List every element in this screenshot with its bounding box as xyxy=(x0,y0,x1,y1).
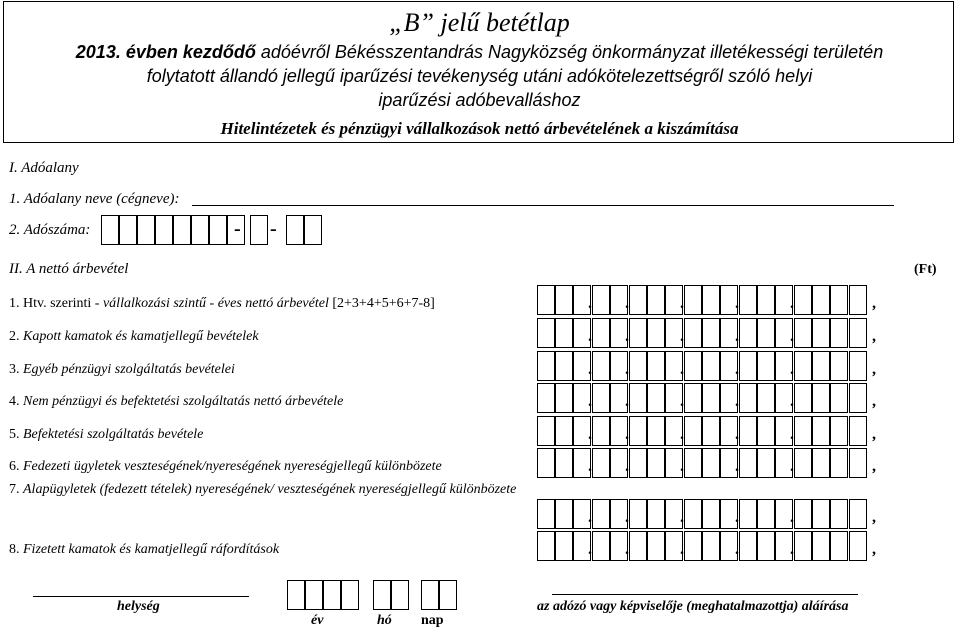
amount-digit-box[interactable] xyxy=(684,448,702,478)
thousands-separator: . xyxy=(625,426,629,443)
amount-digit-box[interactable] xyxy=(757,318,775,348)
thousands-separator: . xyxy=(735,361,739,378)
amount-digit-box[interactable] xyxy=(684,416,702,446)
thousands-separator: . xyxy=(625,328,629,345)
amount-digit-box[interactable] xyxy=(830,285,848,315)
tax-number-digit-box[interactable] xyxy=(155,215,173,245)
amount-digit-box[interactable] xyxy=(592,351,610,381)
amount-digit-box[interactable] xyxy=(684,499,702,529)
amount-digit-box[interactable] xyxy=(629,383,647,413)
amount-digit-box[interactable] xyxy=(702,531,720,561)
taxpayer-name-label: 1. Adóalany neve (cégneve): xyxy=(9,191,180,207)
amount-digit-box[interactable] xyxy=(812,531,830,561)
amount-digit-box[interactable] xyxy=(739,318,757,348)
amount-digit-box[interactable] xyxy=(537,416,555,446)
amount-digit-box[interactable] xyxy=(537,531,555,561)
year-emphasis: 2013. évben kezdődő xyxy=(75,42,256,62)
header-line-3: iparűzési adóbevalláshoz xyxy=(378,90,581,110)
thousands-separator: . xyxy=(588,328,592,345)
amount-digit-box[interactable] xyxy=(537,499,555,529)
amount-digit-box[interactable] xyxy=(555,499,573,529)
amount-digit-box[interactable] xyxy=(592,531,610,561)
signature-label: az adózó vagy képviselője (meghatalmazottja) aláírása xyxy=(537,599,849,614)
amount-digit-box[interactable] xyxy=(555,383,573,413)
thousands-separator: . xyxy=(680,509,684,526)
amount-digit-box[interactable] xyxy=(592,285,610,315)
day-digit-box[interactable] xyxy=(421,580,439,610)
year-digit-box[interactable] xyxy=(341,580,359,610)
thousands-separator: . xyxy=(790,541,794,558)
amount-digit-box[interactable] xyxy=(757,448,775,478)
row-text: Nem pénzügyi és befektetési szolgáltatás nettó árbevétele xyxy=(23,394,344,409)
amount-digit-box[interactable] xyxy=(629,531,647,561)
amount-digit-box[interactable] xyxy=(702,416,720,446)
amount-digit-box[interactable] xyxy=(647,318,665,348)
row-formula: [2+3+4+5+6+7-8] xyxy=(328,296,435,311)
amount-digit-box[interactable] xyxy=(849,318,867,348)
tax-number-label: 2. Adószáma: xyxy=(9,222,91,238)
row-text: Kapott kamatok és kamatjellegű bevételek xyxy=(23,329,259,344)
revenue-row-label xyxy=(9,459,442,475)
amount-digit-box[interactable] xyxy=(757,499,775,529)
header-box xyxy=(3,1,954,143)
row-text: Befektetési szolgáltatás bevétele xyxy=(23,427,204,442)
header-line-1 xyxy=(4,42,955,63)
thousands-separator: . xyxy=(625,541,629,558)
amount-digit-box[interactable] xyxy=(684,531,702,561)
place-line xyxy=(33,596,249,597)
thousands-separator: . xyxy=(625,458,629,475)
amount-digit-box[interactable] xyxy=(849,351,867,381)
row-text: vállalkozási szintű - éves nettó árbevétel xyxy=(102,296,329,311)
amount-digit-box[interactable] xyxy=(794,285,812,315)
tax-number-digit-box[interactable] xyxy=(173,215,191,245)
thousands-separator: . xyxy=(588,458,592,475)
thousands-separator: . xyxy=(790,361,794,378)
row-text: Egyéb pénzügyi szolgáltatás bevételei xyxy=(23,362,235,377)
year-digit-box[interactable] xyxy=(287,580,305,610)
row-text: Fedezeti ügyletek veszteségének/nyereségének nyereségjellegű különbözete xyxy=(23,459,442,474)
amount-digit-box[interactable] xyxy=(830,416,848,446)
amount-digit-box[interactable] xyxy=(537,383,555,413)
section-1-heading: I. Adóalany xyxy=(9,160,79,176)
row-number: 5. xyxy=(9,427,23,442)
thousands-separator: . xyxy=(588,295,592,312)
amount-digit-box[interactable] xyxy=(647,351,665,381)
amount-digit-box[interactable] xyxy=(794,416,812,446)
row-number: 8. xyxy=(9,542,23,557)
amount-digit-box[interactable] xyxy=(647,285,665,315)
amount-digit-box[interactable] xyxy=(757,351,775,381)
amount-digit-box[interactable] xyxy=(794,531,812,561)
row-number: 4. xyxy=(9,394,23,409)
thousands-separator: . xyxy=(790,393,794,410)
amount-digit-box[interactable] xyxy=(684,285,702,315)
amount-digit-box[interactable] xyxy=(849,499,867,529)
thousands-separator: . xyxy=(735,393,739,410)
amount-digit-box[interactable] xyxy=(647,416,665,446)
amount-digit-box[interactable] xyxy=(794,499,812,529)
thousands-separator: . xyxy=(680,393,684,410)
amount-digit-box[interactable] xyxy=(629,499,647,529)
taxpayer-name-field[interactable] xyxy=(192,205,894,206)
amount-digit-box[interactable] xyxy=(702,351,720,381)
amount-digit-box[interactable] xyxy=(555,416,573,446)
amount-digit-box[interactable] xyxy=(849,416,867,446)
amount-digit-box[interactable] xyxy=(830,531,848,561)
amount-digit-box[interactable] xyxy=(757,383,775,413)
decimal-comma: , xyxy=(872,295,876,312)
amount-digit-box[interactable] xyxy=(739,531,757,561)
amount-digit-box[interactable] xyxy=(555,318,573,348)
row-number: 3. xyxy=(9,362,23,377)
row-number: 2. xyxy=(9,329,23,344)
amount-digit-box[interactable] xyxy=(757,531,775,561)
amount-digit-box[interactable] xyxy=(629,448,647,478)
signature-line xyxy=(552,594,858,595)
amount-digit-box[interactable] xyxy=(702,499,720,529)
decimal-comma: , xyxy=(872,426,876,443)
revenue-row-label xyxy=(9,542,279,558)
year-label: év xyxy=(311,613,324,628)
amount-digit-box[interactable] xyxy=(739,383,757,413)
section-2-heading: II. A nettó árbevétel xyxy=(9,261,129,277)
amount-digit-box[interactable] xyxy=(684,351,702,381)
amount-digit-box[interactable] xyxy=(702,318,720,348)
amount-digit-box[interactable] xyxy=(757,416,775,446)
thousands-separator: . xyxy=(735,509,739,526)
thousands-separator: . xyxy=(735,458,739,475)
revenue-row-label xyxy=(9,362,235,378)
row-number: 1. Htv. szerinti - xyxy=(9,296,103,311)
tax-number-dash-2: - xyxy=(270,218,277,240)
amount-digit-box[interactable] xyxy=(629,285,647,315)
thousands-separator: . xyxy=(680,361,684,378)
amount-digit-box[interactable] xyxy=(555,448,573,478)
amount-digit-box[interactable] xyxy=(849,531,867,561)
amount-digit-box[interactable] xyxy=(812,499,830,529)
thousands-separator: . xyxy=(625,509,629,526)
thousands-separator: . xyxy=(790,295,794,312)
amount-digit-box[interactable] xyxy=(702,383,720,413)
amount-digit-box[interactable] xyxy=(830,383,848,413)
amount-digit-box[interactable] xyxy=(647,531,665,561)
amount-digit-box[interactable] xyxy=(647,448,665,478)
tax-number-digit-box[interactable] xyxy=(101,215,119,245)
amount-digit-box[interactable] xyxy=(647,383,665,413)
thousands-separator: . xyxy=(625,295,629,312)
row-number: 7. xyxy=(9,482,23,497)
amount-digit-box[interactable] xyxy=(537,351,555,381)
tax-number-digit-box[interactable] xyxy=(304,215,322,245)
amount-digit-box[interactable] xyxy=(812,351,830,381)
amount-digit-box[interactable] xyxy=(812,383,830,413)
amount-digit-box[interactable] xyxy=(702,448,720,478)
revenue-row-label xyxy=(9,329,259,345)
amount-digit-box[interactable] xyxy=(537,285,555,315)
amount-digit-box[interactable] xyxy=(684,318,702,348)
amount-digit-box[interactable] xyxy=(555,285,573,315)
row-text: Alapügyletek (fedezett tételek) nyereségének/ veszteségének nyereségjellegű különbözete xyxy=(23,482,517,497)
amount-digit-box[interactable] xyxy=(812,448,830,478)
revenue-row-label xyxy=(9,296,435,312)
tax-number-digit-box[interactable] xyxy=(209,215,227,245)
thousands-separator: . xyxy=(790,509,794,526)
thousands-separator: . xyxy=(735,541,739,558)
amount-digit-box[interactable] xyxy=(702,285,720,315)
month-digit-box[interactable] xyxy=(391,580,409,610)
thousands-separator: . xyxy=(588,426,592,443)
decimal-comma: , xyxy=(872,541,876,558)
thousands-separator: . xyxy=(680,426,684,443)
thousands-separator: . xyxy=(680,458,684,475)
form-subtitle: Hitelintézetek és pénzügyi vállalkozások nettó árbevételének a kiszámítása xyxy=(220,119,739,138)
tax-number-digit-box[interactable] xyxy=(119,215,137,245)
amount-digit-box[interactable] xyxy=(537,318,555,348)
currency-unit: (Ft) xyxy=(914,262,937,277)
thousands-separator: . xyxy=(790,328,794,345)
amount-digit-box[interactable] xyxy=(849,448,867,478)
amount-digit-box[interactable] xyxy=(849,285,867,315)
amount-digit-box[interactable] xyxy=(537,448,555,478)
thousands-separator: . xyxy=(588,361,592,378)
thousands-separator: . xyxy=(790,426,794,443)
place-label: helység xyxy=(117,599,160,614)
revenue-row-label xyxy=(9,482,516,498)
decimal-comma: , xyxy=(872,328,876,345)
tax-number-digit-box[interactable] xyxy=(250,215,268,245)
amount-digit-box[interactable] xyxy=(794,383,812,413)
decimal-comma: , xyxy=(872,458,876,475)
amount-digit-box[interactable] xyxy=(739,499,757,529)
thousands-separator: . xyxy=(680,295,684,312)
amount-digit-box[interactable] xyxy=(592,318,610,348)
amount-digit-box[interactable] xyxy=(555,351,573,381)
year-digit-box[interactable] xyxy=(305,580,323,610)
amount-digit-box[interactable] xyxy=(757,285,775,315)
amount-digit-box[interactable] xyxy=(629,318,647,348)
header-line-1-rest: adóévről Békésszentandrás Nagyközség önkormányzat illetékességi területén xyxy=(255,42,884,62)
amount-digit-box[interactable] xyxy=(647,499,665,529)
tax-number-dash-1: - xyxy=(234,218,241,240)
month-label: hó xyxy=(377,613,392,628)
amount-digit-box[interactable] xyxy=(592,499,610,529)
amount-digit-box[interactable] xyxy=(739,351,757,381)
tax-number-digit-box[interactable] xyxy=(286,215,304,245)
thousands-separator: . xyxy=(625,361,629,378)
amount-digit-box[interactable] xyxy=(592,448,610,478)
amount-digit-box[interactable] xyxy=(830,351,848,381)
amount-digit-box[interactable] xyxy=(794,448,812,478)
form-title: „B” jelű betétlap xyxy=(389,8,570,37)
day-digit-box[interactable] xyxy=(439,580,457,610)
row-text: Fizetett kamatok és kamatjellegű ráfordítások xyxy=(23,542,280,557)
amount-digit-box[interactable] xyxy=(592,383,610,413)
amount-digit-box[interactable] xyxy=(849,383,867,413)
tax-number-digit-box[interactable] xyxy=(137,215,155,245)
header-line-2: folytatott állandó jellegű iparűzési tevékenység utáni adókötelezettségről szóló helyi xyxy=(146,66,813,86)
amount-digit-box[interactable] xyxy=(592,416,610,446)
amount-digit-box[interactable] xyxy=(629,351,647,381)
month-digit-box[interactable] xyxy=(373,580,391,610)
amount-digit-box[interactable] xyxy=(629,416,647,446)
amount-digit-box[interactable] xyxy=(812,416,830,446)
row-number: 6. xyxy=(9,459,23,474)
amount-digit-box[interactable] xyxy=(794,318,812,348)
amount-digit-box[interactable] xyxy=(830,499,848,529)
decimal-comma: , xyxy=(872,393,876,410)
day-label: nap xyxy=(421,613,444,628)
amount-digit-box[interactable] xyxy=(830,318,848,348)
amount-digit-box[interactable] xyxy=(739,448,757,478)
thousands-separator: . xyxy=(680,541,684,558)
revenue-row-label xyxy=(9,427,203,443)
amount-digit-box[interactable] xyxy=(739,285,757,315)
tax-number-digit-box[interactable] xyxy=(191,215,209,245)
thousands-separator: . xyxy=(735,328,739,345)
amount-digit-box[interactable] xyxy=(812,285,830,315)
amount-digit-box[interactable] xyxy=(830,448,848,478)
amount-digit-box[interactable] xyxy=(684,383,702,413)
decimal-comma: , xyxy=(872,361,876,378)
thousands-separator: . xyxy=(588,541,592,558)
amount-digit-box[interactable] xyxy=(555,531,573,561)
decimal-comma: , xyxy=(872,509,876,526)
thousands-separator: . xyxy=(680,328,684,345)
thousands-separator: . xyxy=(735,295,739,312)
year-digit-box[interactable] xyxy=(323,580,341,610)
amount-digit-box[interactable] xyxy=(739,416,757,446)
thousands-separator: . xyxy=(588,509,592,526)
amount-digit-box[interactable] xyxy=(794,351,812,381)
thousands-separator: . xyxy=(790,458,794,475)
amount-digit-box[interactable] xyxy=(812,318,830,348)
thousands-separator: . xyxy=(625,393,629,410)
revenue-row-label xyxy=(9,394,343,410)
thousands-separator: . xyxy=(735,426,739,443)
thousands-separator: . xyxy=(588,393,592,410)
